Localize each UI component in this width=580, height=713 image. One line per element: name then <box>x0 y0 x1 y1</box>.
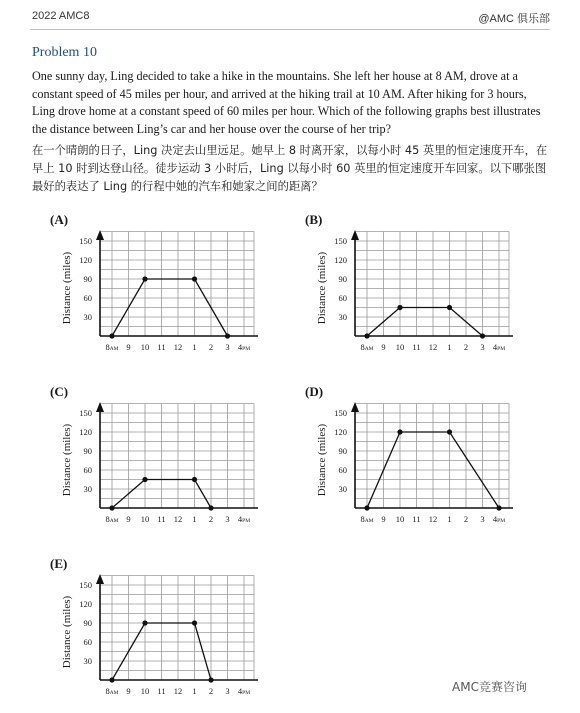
x-tick-label: 4PM <box>237 342 251 352</box>
y-tick-label: 60 <box>338 465 347 475</box>
y-tick-label: 90 <box>338 446 347 456</box>
graph-plot <box>50 212 280 362</box>
y-axis-label: Distance (miles) <box>316 251 328 325</box>
x-tick-label: 12 <box>173 514 183 524</box>
graph-label: (C) <box>50 384 69 399</box>
data-point <box>192 477 197 482</box>
x-tick-label: 2 <box>463 514 469 524</box>
x-tick-label: 4PM <box>492 514 506 524</box>
graph-label: (E) <box>50 556 68 571</box>
x-tick-label: 11 <box>157 514 166 524</box>
x-tick-label: 4PM <box>492 342 506 352</box>
data-point <box>109 505 114 510</box>
y-tick-label: 30 <box>83 656 92 666</box>
y-tick-label: 30 <box>83 484 92 494</box>
x-tick-label: 4PM <box>237 514 251 524</box>
x-tick-label: 3 <box>225 342 230 352</box>
y-tick-label: 150 <box>79 580 92 590</box>
y-axis-label: Distance (miles) <box>316 423 328 497</box>
data-point <box>142 276 147 281</box>
x-tick-label: 11 <box>157 342 166 352</box>
x-tick-label: 11 <box>412 514 421 524</box>
y-tick-label: 30 <box>83 312 92 322</box>
x-tick-label: 10 <box>140 686 150 696</box>
problem-text-chinese: 在一个晴朗的日子，Ling 决定去山里远足。她早上 8 时离开家，以每小时 45 英里的恒定速度开车，在早上 10 时到达登山径。徒步运动 3 小时后，Ling 以每小时 60 英里的恒定速度开车回家。以下哪张图最好的表达了 Ling 的行程中她的汽车和她家之间的距离？ <box>32 144 548 193</box>
data-point <box>208 677 213 682</box>
y-axis-label: Distance (miles) <box>61 251 73 325</box>
y-tick-label: 90 <box>338 274 347 284</box>
x-tick-label: 2 <box>208 686 214 696</box>
data-point <box>109 677 114 682</box>
y-tick-label: 90 <box>83 446 92 456</box>
x-tick-label: 1 <box>447 514 452 524</box>
problem-text-english: One sunny day, Ling decided to take a hike in the mountains. She left her house at 8 AM, drove at a constant speed of 45 miles per hour, and arrived at the hiking trail at 10 AM. After hiking for 3 hours, Ling drove home at a constant speed of 60 miles per hour. Which of the following graphs best illustrates the distance between Ling’s car and her house over the course of her trip? <box>32 69 541 136</box>
graph-plot <box>305 384 535 534</box>
y-tick-label: 90 <box>83 274 92 284</box>
graph-c <box>50 384 280 534</box>
x-tick-label: 10 <box>395 342 405 352</box>
problem-title: Problem 10 <box>32 45 97 60</box>
series-line <box>367 308 483 337</box>
x-tick-label: 12 <box>428 514 438 524</box>
x-tick-label: 2 <box>208 342 214 352</box>
y-axis-label: Distance (miles) <box>61 423 73 497</box>
y-tick-label: 150 <box>79 408 92 418</box>
x-tick-label: 3 <box>480 342 485 352</box>
data-point <box>142 620 147 625</box>
x-tick-label: 2 <box>208 514 214 524</box>
x-tick-label: 8AM <box>105 686 119 696</box>
data-point <box>142 477 147 482</box>
x-tick-label: 12 <box>173 342 183 352</box>
data-point <box>447 305 452 310</box>
graph-d <box>305 384 535 534</box>
x-tick-label: 3 <box>225 686 230 696</box>
x-tick-label: 9 <box>126 514 131 524</box>
x-tick-label: 10 <box>140 342 150 352</box>
y-tick-label: 60 <box>83 465 92 475</box>
data-point <box>447 429 452 434</box>
data-point <box>109 333 114 338</box>
x-tick-label: 8AM <box>360 514 374 524</box>
y-tick-label: 60 <box>83 637 92 647</box>
y-tick-label: 60 <box>83 293 92 303</box>
x-tick-label: 9 <box>381 342 386 352</box>
y-tick-label: 60 <box>338 293 347 303</box>
x-tick-label: 1 <box>447 342 452 352</box>
data-point <box>192 620 197 625</box>
graph-plot <box>305 212 535 362</box>
graph-label: (D) <box>305 384 324 399</box>
y-tick-label: 30 <box>338 312 347 322</box>
x-tick-label: 8AM <box>105 514 119 524</box>
x-tick-label: 3 <box>480 514 485 524</box>
y-tick-label: 150 <box>334 408 347 418</box>
y-tick-label: 150 <box>79 236 92 246</box>
data-point <box>480 333 485 338</box>
data-point <box>496 505 501 510</box>
x-tick-label: 3 <box>225 514 230 524</box>
y-tick-label: 120 <box>79 427 92 437</box>
data-point <box>397 429 402 434</box>
x-tick-label: 1 <box>192 514 197 524</box>
watermark: AMC竞赛咨询 <box>452 680 527 694</box>
graph-e <box>50 556 280 706</box>
header-divider <box>30 29 550 30</box>
x-tick-label: 1 <box>192 342 197 352</box>
data-point <box>225 333 230 338</box>
graph-a <box>50 212 280 362</box>
graph-b <box>305 212 535 362</box>
x-tick-label: 12 <box>428 342 438 352</box>
data-point <box>208 505 213 510</box>
data-point <box>397 305 402 310</box>
y-tick-label: 30 <box>338 484 347 494</box>
graph-plot <box>50 556 280 706</box>
y-tick-label: 120 <box>79 599 92 609</box>
x-tick-label: 9 <box>126 342 131 352</box>
x-tick-label: 4PM <box>237 686 251 696</box>
x-tick-label: 9 <box>126 686 131 696</box>
y-tick-label: 150 <box>334 236 347 246</box>
x-tick-label: 8AM <box>360 342 374 352</box>
graph-plot <box>50 384 280 534</box>
x-tick-label: 12 <box>173 686 183 696</box>
x-tick-label: 11 <box>157 686 166 696</box>
data-point <box>364 505 369 510</box>
x-tick-label: 1 <box>192 686 197 696</box>
data-point <box>364 333 369 338</box>
x-tick-label: 2 <box>463 342 469 352</box>
y-tick-label: 120 <box>334 255 347 265</box>
y-axis-label: Distance (miles) <box>61 595 73 669</box>
x-tick-label: 10 <box>395 514 405 524</box>
header-left: 2022 AMC8 <box>32 10 90 22</box>
x-tick-label: 10 <box>140 514 150 524</box>
data-point <box>192 276 197 281</box>
x-tick-label: 8AM <box>105 342 119 352</box>
x-tick-label: 11 <box>412 342 421 352</box>
y-tick-label: 120 <box>334 427 347 437</box>
x-tick-label: 9 <box>381 514 386 524</box>
header-right: @AMC 俱乐部 <box>478 13 550 25</box>
graph-label: (B) <box>305 212 323 227</box>
graph-label: (A) <box>50 212 69 227</box>
y-tick-label: 120 <box>79 255 92 265</box>
y-tick-label: 90 <box>83 618 92 628</box>
